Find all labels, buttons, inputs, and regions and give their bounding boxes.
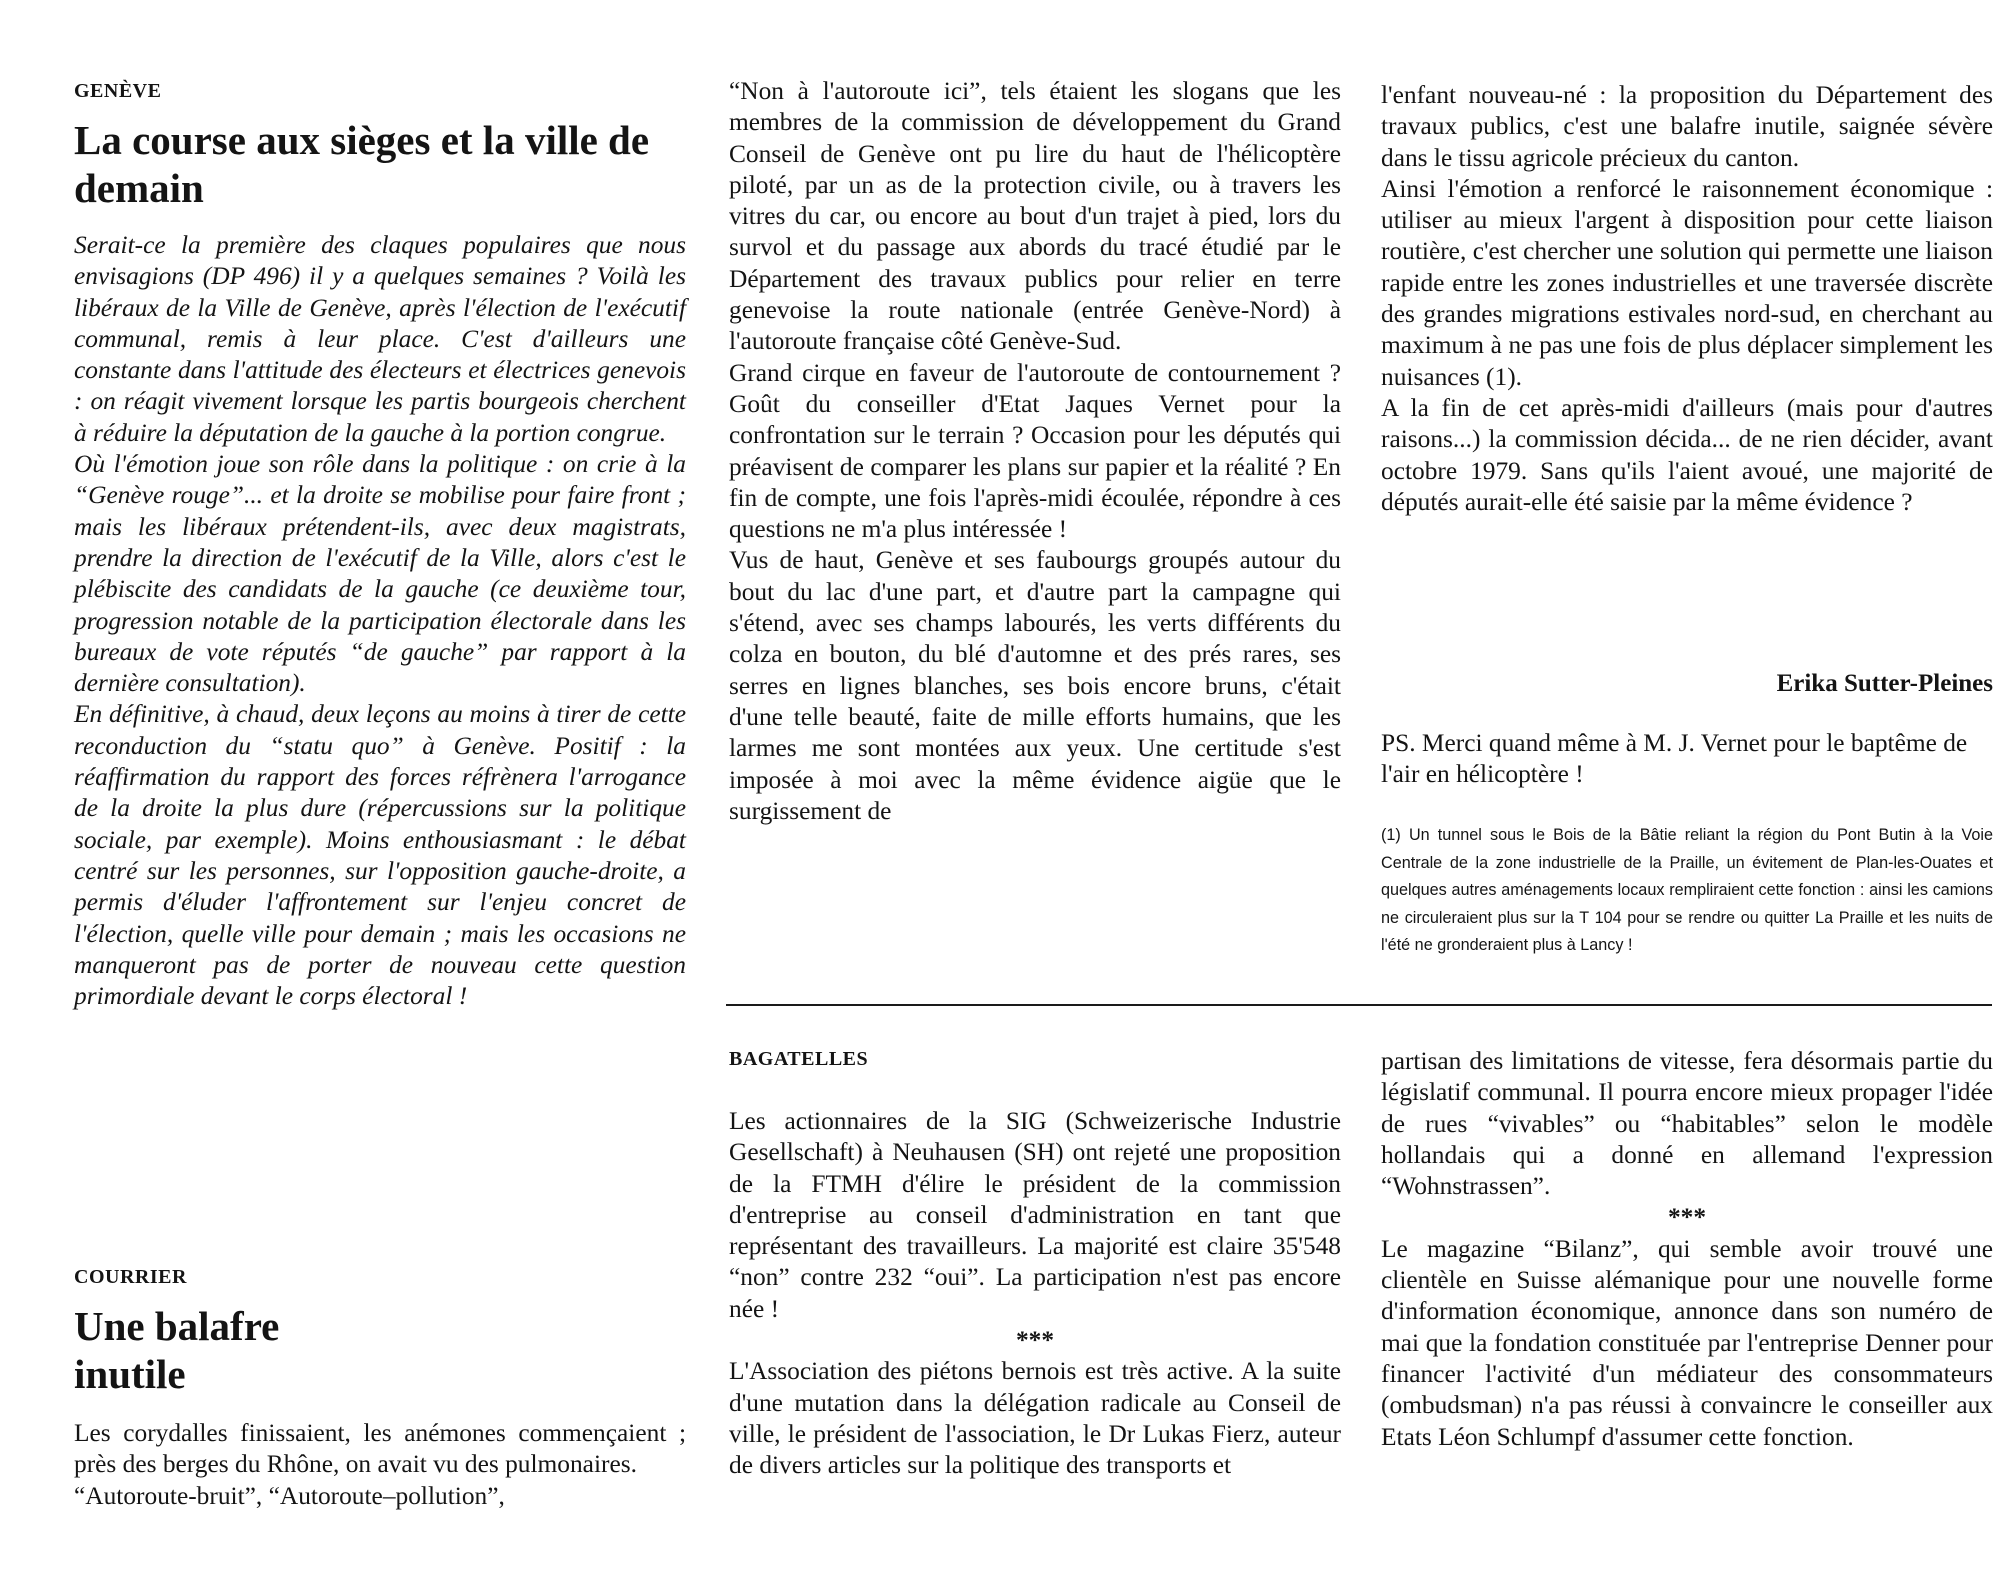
section-kicker-bagatelles: BAGATELLES <box>729 1048 869 1070</box>
paragraph: “Non à l'autoroute ici”, tels étaient les slogans que les membres de la commission de développement du Grand Conseil de Genève ont pu lire du haut de l'hélicoptère piloté, par un as de la protection civile, ou à travers les vitres du car, ou encore au bout d'un trajet à pied, lors du survol et du passage aux abords du tracé étudié par le Département des travaux publics pour relier en terre genevoise la route nationale (entrée Genève-Nord) à l'autoroute française côté Genève-Sud. <box>729 77 1341 356</box>
article-courrier-col2 <box>729 76 1341 827</box>
paragraph: Le magazine “Bilanz”, qui semble avoir trouvé une clientèle en Suisse alémanique pour une nouvelle forme d'information économique, annonce dans son numéro de mai que la fondation constituée par l'entreprise Denner pour financer l'activité d'un médiateur des consommateurs (ombudsman) n'a pas réussi à convaincre le conseiller aux Etats Léon Schlumpf d'assumer cette fonction. <box>1381 1234 1993 1451</box>
paragraph: “Autoroute-bruit”, “Autoroute–pollution”, <box>74 1481 505 1510</box>
paragraph: Ainsi l'émotion a renforcé le raisonnement économique : utiliser au mieux l'argent à disposition pour cette liaison routière, c'est chercher une solution qui permette une liaison rapide entre les zones industrielles et une traversée discrète des grandes migrations estivales nord-sud, en cherchant au maximum à ne pas une fois de plus déplacer simplement les nuisances (1). <box>1381 174 1993 391</box>
paragraph: partisan des limitations de vitesse, fera désormais partie du législatif communal. Il pourra encore mieux propager l'idée de rues “vivables” ou “habitables” selon le modèle hollandais qui a donné en allemand l'expression “Wohnstrassen”. <box>1381 1047 1993 1201</box>
postscript: PS. Merci quand même à M. J. Vernet pour le baptême de l'air en hélicoptère ! <box>1381 729 1968 789</box>
article-bagatelles-col3 <box>1381 1046 1993 1453</box>
section-kicker-courrier: COURRIER <box>74 1266 187 1288</box>
paragraph: Où l'émotion joue son rôle dans la politique : on crie à la “Genève rouge”... et la droite se mobilise pour faire front ; mais les libéraux prétendent-ils, avec deux magistrats, prendre la direction de l'exécutif de la Ville, alors c'est le plébiscite des candidats de la gauche (ce deuxième tour, progression notable de la participation électorale dans les bureaux de vote réputés “de gauche” par rapport à la dernière consultation). <box>74 450 686 698</box>
headline-courrier: Une balafre inutile <box>74 1303 280 1397</box>
footnote: (1) Un tunnel sous le Bois de la Bâtie reliant la région du Pont Butin à la Voie Centrale de la zone industrielle de la Praille, un évitement de Plan-les-Ouates et quelques autres aménagements locaux rempliraient cette fonction : ainsi les camions ne circuleraient plus sur la T 104 pour se rendre ou quitter La Praille et les nuits de l'été ne gronderaient plus à Lancy ! <box>1381 826 1993 954</box>
article-bagatelles-col2 <box>729 1106 1341 1482</box>
article-courrier-col3 <box>1381 80 1993 518</box>
paragraph: Grand cirque en faveur de l'autoroute de contournement ? Goût du conseiller d'Etat Jaques Vernet pour la confrontation sur le terrain ? Occasion pour les députés qui préavisent de comparer les plans sur papier et la réalité ? En fin de compte, une fois l'après-midi écoulée, répondre à ces questions ne m'a plus intéressée ! <box>729 358 1341 544</box>
paragraph: L'Association des piétons bernois est très active. A la suite d'une mutation dans la délégation radicale au Conseil de ville, le président de l'association, le Dr Lukas Fierz, auteur de divers articles sur la politique des transports et <box>729 1357 1341 1480</box>
paragraph: l'enfant nouveau-né : la proposition du Département des travaux publics, c'est une balafre inutile, saignée sévère dans le tissu agricole précieux du canton. <box>1381 81 1993 172</box>
section-kicker-geneve: GENÈVE <box>74 80 162 102</box>
article-geneve-body <box>74 230 686 1012</box>
separator-stars: *** <box>1015 1326 1055 1355</box>
paragraph: Les corydalles finissaient, les anémones commençaient ; près des berges du Rhône, on avait vu des pulmonaires. <box>74 1419 686 1479</box>
article-courrier-intro <box>74 1418 686 1512</box>
headline-geneve: La course aux sièges et la ville de demain <box>74 117 650 211</box>
paragraph: Serait-ce la première des claques populaires que nous envisagions (DP 496) il y a quelques semaines ? Voilà les libéraux de la Ville de Genève, après l'élection de l'exécutif communal, remis à leur place. C'est d'ailleurs une constante dans l'attitude des électeurs et électrices genevois : on réagit vivement lorsque les partis bourgeois cherchent à réduire la députation de la gauche à la portion congrue. <box>74 231 686 447</box>
paragraph: En définitive, à chaud, deux leçons au moins à tirer de cette reconduction du “statu quo” à Genève. Positif : la réaffirmation du rapport des forces réfrènera l'arrogance de la droite la plus dure (répercussions sur la politique sociale, par exemple). Moins enthousiasmant : le débat centré sur les personnes, sur l'opposition gauche-droite, a permis d'éluder l'affrontement sur l'enjeu concret de l'élection, quelle ville pour demain ; mais les occasions ne manqueront pas de porter de nouveau cette question primordiale devant le corps électoral ! <box>74 700 686 1011</box>
section-divider-rule <box>726 1004 1992 1006</box>
paragraph: Les actionnaires de la SIG (Schweizerische Industrie Gesellschaft) à Neuhausen (SH) ont rejeté une proposition de la FTMH d'élire le président de la commission d'entreprise au conseil d'administration en tant que représentant des travailleurs. La majorité est claire 35'548 “non” contre 232 “oui”. La participation n'est pas encore née ! <box>729 1107 1341 1323</box>
separator-stars: *** <box>1667 1203 1707 1232</box>
paragraph: A la fin de cet après-midi d'ailleurs (mais pour d'autres raisons...) la commission décida... de ne rien décider, avant octobre 1979. Sans qu'ils l'aient avoué, une majorité de députés aurait-elle été saisie par la même évidence ? <box>1381 393 1993 516</box>
paragraph: Vus de haut, Genève et ses faubourgs groupés autour du bout du lac d'une part, et d'autre part la campagne qui s'étend, avec ses champs labourés, les verts différents du colza en bouton, du blé d'automne et des prés rares, ses serres en lignes blanches, ses bois encore bruns, c'était d'une telle beauté, faite de mille efforts humains, que les larmes me sont montées aux yeux. Une certitude s'est imposée à moi avec la même évidence aigüe que le surgissement de <box>729 546 1341 825</box>
author-signature: Erika Sutter-Pleines <box>1776 670 1993 697</box>
